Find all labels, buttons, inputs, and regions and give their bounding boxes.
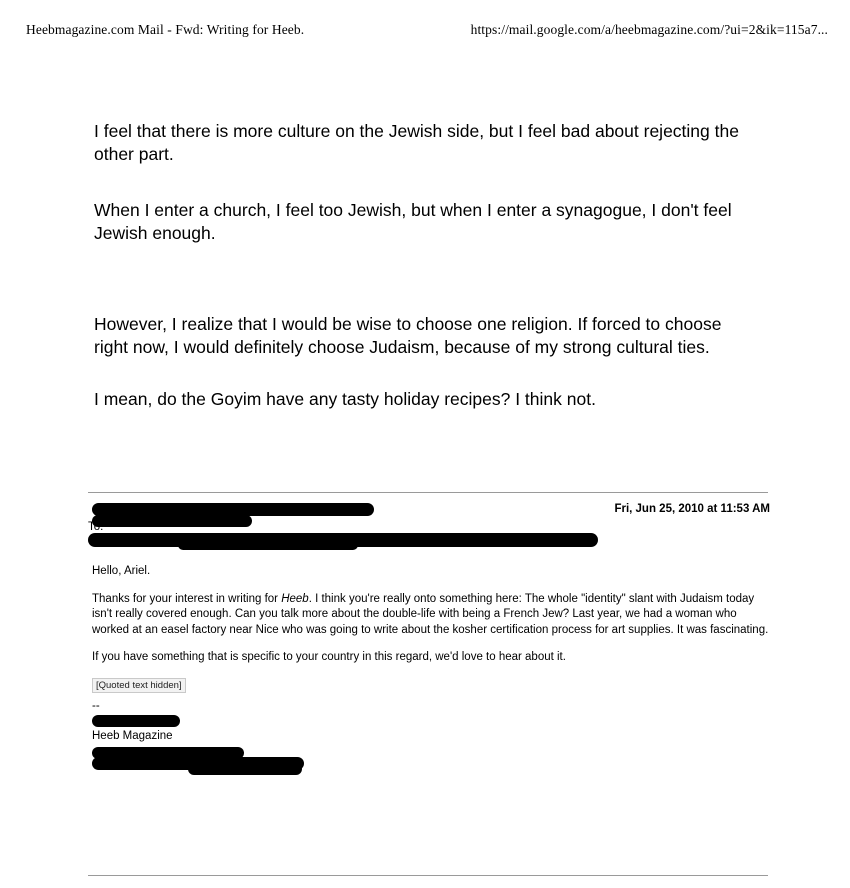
divider-top (88, 492, 768, 493)
redaction-signature-contact-3 (188, 763, 302, 775)
body-paragraph: However, I realize that I would be wise to choose one religion. If forced to choose right now, I would definitely choose Judaism, because of my strong cultural ties. (94, 314, 722, 357)
reply-paragraph-1-text-b: . I think you're really onto something here: The whole "identity" slant with Judaism today isn't really covered enough. Can you talk more about the double-life with being a French Jew? Last year, we had a woman who worked at an easel factory near Nice who was going to write about the kosher certification process for art supplies. It was fascinating. (92, 592, 769, 636)
body-paragraph: I mean, do the Goyim have any tasty holiday recipes? I think not. (94, 389, 596, 409)
quoted-email-header (88, 500, 770, 558)
signature-name-row (92, 714, 770, 729)
message-body (94, 120, 754, 411)
divider-bottom (88, 875, 768, 876)
reply-paragraph-1-text-a: Thanks for your interest in writing for (92, 592, 282, 605)
paragraph-spacer (94, 359, 754, 388)
message-date: Fri, Jun 25, 2010 at 11:53 AM (614, 503, 770, 515)
quoted-text-hidden-toggle[interactable]: [Quoted text hidden] (92, 678, 186, 693)
signature-organization: Heeb Magazine (92, 730, 173, 742)
redaction-signature-name (92, 715, 180, 727)
reply-paragraph-1 (88, 592, 770, 639)
print-header (26, 22, 828, 38)
signature-dashes: -- (92, 699, 100, 712)
document-title: Heebmagazine.com Mail - Fwd: Writing for Heeb. (26, 22, 305, 37)
signature-block (88, 699, 770, 781)
redaction-recipients-extra (178, 540, 358, 550)
reply-greeting: Hello, Ariel. (92, 565, 151, 577)
to-label: To: (88, 521, 104, 533)
redaction-sender-address (92, 515, 252, 527)
signature-contact-rows (92, 747, 770, 781)
body-paragraph: I feel that there is more culture on the Jewish side, but I feel bad about rejecting the other part. (94, 121, 739, 164)
body-paragraph: When I enter a church, I feel too Jewish, but when I enter a synagogue, I don't feel Jewish enough. (94, 200, 732, 243)
publication-name: Heeb (281, 592, 309, 605)
source-url: https://mail.google.com/a/heebmagazine.com/?ui=2&ik=115a7... (470, 22, 828, 37)
paragraph-spacer (94, 166, 754, 199)
paragraph-spacer (94, 245, 754, 313)
quoted-email (88, 500, 770, 781)
reply-paragraph-2: If you have something that is specific to your country in this regard, we'd love to hear about it. (92, 651, 566, 663)
